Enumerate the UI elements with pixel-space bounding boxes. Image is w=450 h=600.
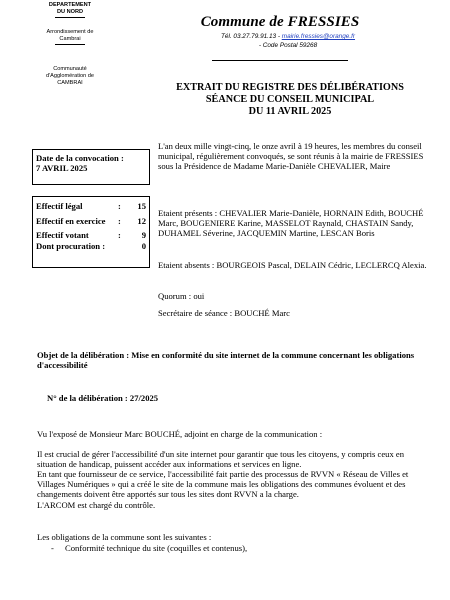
- effectif-legal-row: [36, 201, 146, 212]
- department-line-2: DU NORD: [56, 9, 84, 15]
- header-divider: [212, 60, 348, 61]
- contact-line: [188, 32, 388, 41]
- effectif-label: Effectif votant: [36, 230, 89, 240]
- communaute-line-2: d'Agglomération de: [45, 73, 95, 79]
- numero-deliberation: N° de la délibération : 27/2025: [47, 393, 159, 403]
- arrondissement-line-1: Arrondissement de: [46, 29, 94, 35]
- divider: [55, 44, 85, 45]
- obligation-text: Conformité technique du site (coquilles et contenus),: [65, 543, 248, 553]
- communaute-line-3: CAMBRAI: [57, 80, 83, 86]
- commune-title: Commune de FRESSIES: [200, 14, 360, 30]
- communaute-block: [0, 66, 140, 87]
- paragraph-arcom: L'ARCOM est chargé du contrôle.: [37, 500, 156, 510]
- convocation-box: [32, 149, 150, 185]
- divider: [55, 17, 85, 18]
- session-intro: L'an deux mille vingt-cinq, le onze avril à 19 heures, les membres du conseil municipal, régulièrement convoqués, se sont réunis à la mairie de FRESSIES sous la Présidence de Madame Marie-Danièle CHEVALIER, Maire: [158, 141, 424, 171]
- department-block: [0, 2, 140, 18]
- expose-paragraph: Vu l'exposé de Monsieur Marc BOUCHÉ, adjoint en charge de la communication :: [37, 429, 323, 439]
- obligation-item: [37, 543, 423, 553]
- effectif-votant-row: [36, 230, 146, 241]
- effectif-sep: :: [118, 215, 121, 226]
- communaute-line-1: Communauté: [53, 66, 87, 72]
- convocation-date: 7 AVRIL 2025: [36, 163, 88, 173]
- session-quorum: Quorum : oui: [158, 291, 205, 301]
- effectif-value: 9: [141, 230, 146, 240]
- effectif-exercice-row: [36, 216, 146, 227]
- session-absents: Etaient absents : BOURGEOIS Pascal, DELAIN Cédric, LECLERCQ Alexia.: [158, 260, 427, 270]
- session-secretaire: Secrétaire de séance : BOUCHÉ Marc: [158, 308, 290, 318]
- postal-code: - Code Postal 59268: [258, 42, 318, 49]
- obligations-intro: Les obligations de la commune sont les suivantes :: [37, 532, 212, 542]
- title-line-1: EXTRAIT DU REGISTRE DES DÉLIBÉRATIONS: [176, 82, 404, 93]
- paragraph-rvvn: En tant que fournisseur de ce service, l'accessibilité fait partie des processus de RVVN « Réseau de Villes et Villages Numériques » qui a créé le site de la commune mais les obligations des communes évoluent et des changements doivent être apportés sur tous les sites dont RVVN a la charge.: [37, 469, 409, 500]
- email-link[interactable]: mairie.fressies@orange.fr: [281, 33, 356, 40]
- effectif-label: Effectif en exercice: [36, 215, 106, 226]
- convocation-label: Date de la convocation :: [36, 153, 124, 163]
- effectif-value: 15: [137, 201, 146, 211]
- effectif-sep: :: [118, 201, 121, 211]
- session-presents: Etaient présents : CHEVALIER Marie-Danièle, HORNAIN Edith, BOUCHÉ Marc, BOUGENIERE Karine, MASSELOT Raynald, CHASTAIN Sandy, DUHAMEL Séverine, JACQUEMIN Martine, LESCAN Boris: [158, 208, 424, 238]
- objet-deliberation: Objet de la délibération : Mise en conformité du site internet de la commune concernant les obligations d'accessibilité: [37, 350, 415, 371]
- arrondissement-block: [0, 29, 140, 45]
- effectif-box: [32, 196, 150, 268]
- effectif-value: 12: [137, 215, 146, 226]
- effectif-value: 0: [141, 240, 146, 251]
- bullet-dash: -: [51, 543, 54, 553]
- procuration-row: [36, 241, 146, 252]
- effectif-label: Effectif légal: [36, 201, 83, 211]
- effectif-sep: [118, 241, 126, 252]
- department-line-1: DEPARTEMENT: [48, 2, 92, 8]
- effectif-sep: :: [118, 230, 121, 240]
- arrondissement-line-2: Cambrai: [59, 36, 81, 42]
- phone-label: Tél. 03.27.79.91.13 -: [220, 33, 280, 40]
- title-line-3: DU 11 AVRIL 2025: [248, 106, 332, 117]
- paragraph-accessibility: Il est crucial de gérer l'accessibilité d'un site internet pour garantir que tous les citoyens, y compris ceux en situation de handicap, puissent accéder aux informations et services en ligne.: [37, 449, 405, 470]
- title-line-2: SÉANCE DU CONSEIL MUNICIPAL: [205, 94, 375, 105]
- effectif-label: Dont procuration :: [36, 240, 106, 251]
